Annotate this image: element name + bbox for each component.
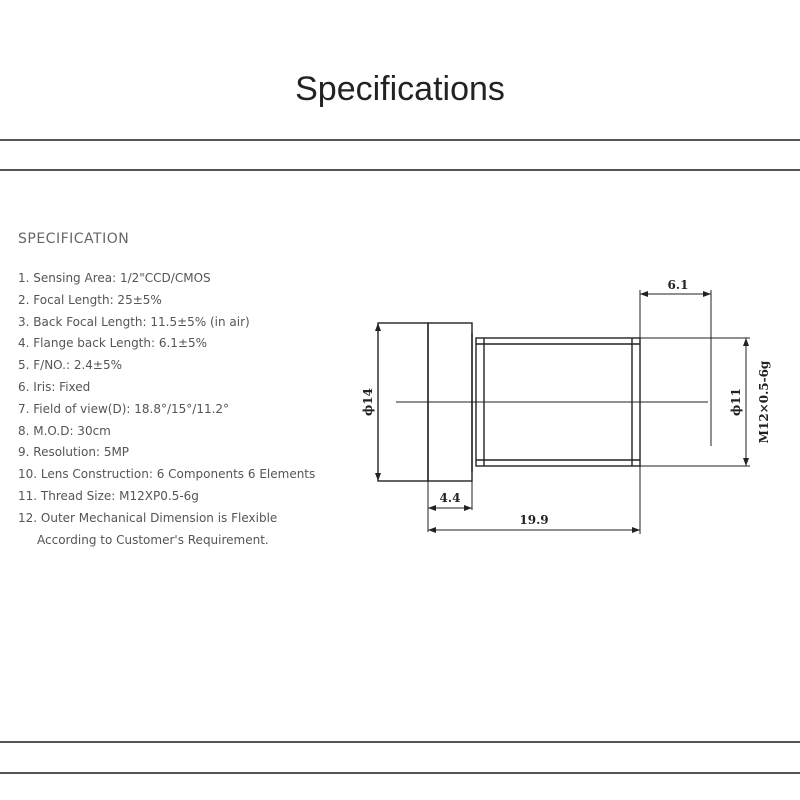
spec-item: 4. Flange back Length: 6.1±5% (18, 336, 208, 351)
dim-label-thread: M12×0.5-6g (757, 360, 771, 444)
arrow (743, 458, 749, 466)
spec-item: 3. Back Focal Length: 11.5±5% (in air) (18, 314, 250, 329)
dim-label-dia14: ϕ14 (361, 388, 375, 416)
spec-item: According to Customer's Requirement. (37, 532, 269, 547)
arrow (375, 323, 381, 331)
dim-label-19-9: 19.9 (519, 513, 549, 527)
spec-item: 2. Focal Length: 25±5% (18, 292, 162, 307)
spec-item: 11. Thread Size: M12XP0.5-6g (18, 488, 199, 503)
arrow (375, 473, 381, 481)
spec-item: 12. Outer Mechanical Dimension is Flexible (18, 510, 278, 525)
spec-item: 7. Field of view(D): 18.8°/15°/11.2° (18, 401, 230, 416)
arrow (640, 291, 648, 297)
dim-label-6-1: 6.1 (667, 278, 689, 292)
arrow (428, 505, 436, 511)
arrow (428, 527, 436, 533)
spec-item: 1. Sensing Area: 1/2"CCD/CMOS (18, 271, 211, 285)
spec-item: 10. Lens Construction: 6 Components 6 Elements (18, 467, 316, 482)
arrow (632, 527, 640, 533)
spec-item: 6. Iris: Fixed (18, 379, 91, 394)
dimension-arrows (375, 291, 749, 533)
dim-label-4-4: 4.4 (439, 491, 461, 505)
arrow (464, 505, 472, 511)
dim-label-dia11: ϕ11 (729, 388, 743, 416)
dimension-lines (378, 290, 750, 534)
spec-heading: SPECIFICATION (18, 231, 130, 247)
arrow (703, 291, 711, 297)
arrow (743, 338, 749, 346)
spec-item: 5. F/NO.: 2.4±5% (18, 358, 122, 373)
spec-item: 9. Resolution: 5MP (18, 445, 130, 460)
page-title: Specifications (295, 70, 505, 108)
spec-item: 8. M.O.D: 30cm (18, 423, 111, 438)
